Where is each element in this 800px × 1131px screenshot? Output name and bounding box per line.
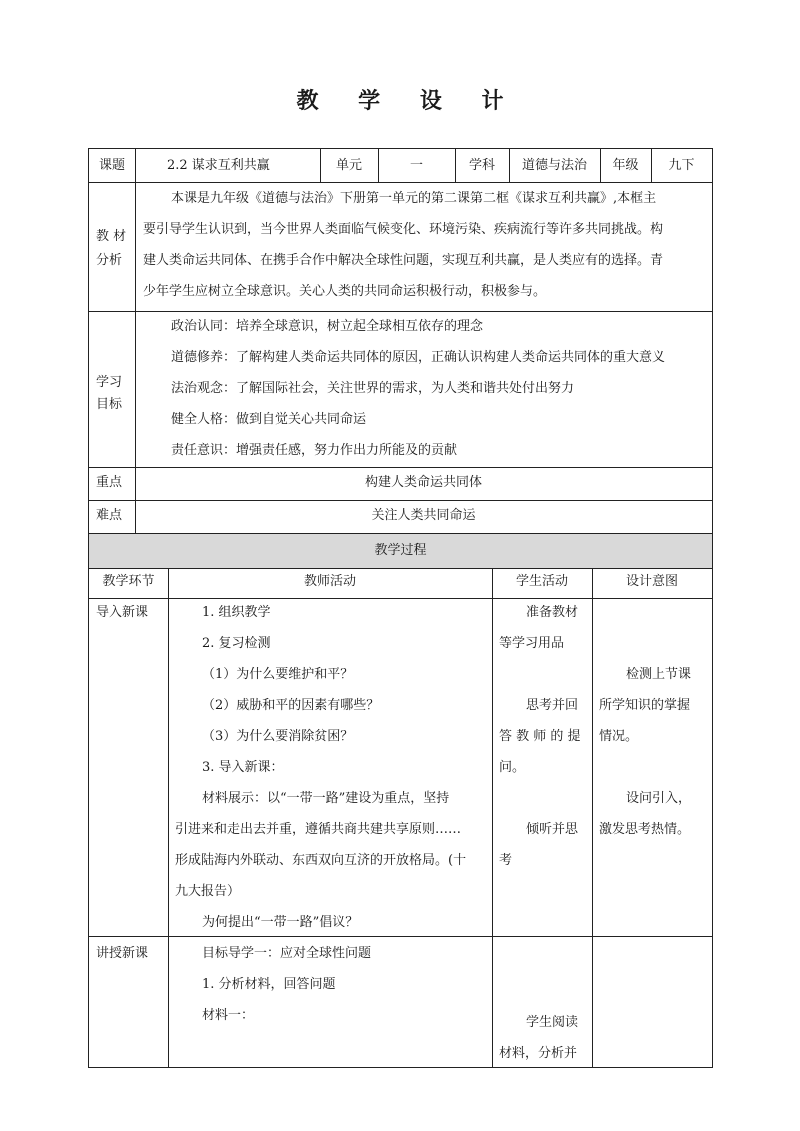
student-activity-line: 倾听并思 <box>526 822 579 837</box>
analysis-text-line: 本课是九年级《道德与法治》下册第一单元的第二课第二框《谋求互利共赢》,本框主 <box>171 191 657 206</box>
teacher-activity-line: 形成陆海内外联动、东西双向互济的开放格局。(十 <box>175 853 467 868</box>
teacher-activity-line: 九大报告） <box>175 884 241 899</box>
row-divider <box>89 936 712 937</box>
header-intent: 设计意图 <box>625 574 678 589</box>
row-divider <box>89 311 712 312</box>
goal-item: 法治观念：了解国际社会，关注世界的需求，为人类和谐共处付出努力 <box>171 381 575 396</box>
lesson-plan-table <box>88 148 713 1068</box>
goals-label-line2: 目标 <box>96 397 123 412</box>
design-intent-line: 激发思考热情。 <box>599 822 691 837</box>
analysis-label-line2: 分析 <box>96 253 123 268</box>
analysis-text-line: 少年学生应树立全球意识。关心人类的共同命运积极行动，积极参与。 <box>143 284 547 299</box>
row-divider <box>89 598 712 599</box>
subject-value: 道德与法治 <box>521 158 587 173</box>
teacher-activity-line: （1）为什么要维护和平？ <box>202 667 354 682</box>
student-activity-line: 准备教材 <box>526 605 579 620</box>
student-activity-line: 学生阅读 <box>526 1015 579 1030</box>
design-intent-line: 设问引入， <box>626 791 692 806</box>
student-activity-line: 答 教 师 的 提 <box>499 729 581 744</box>
difficulty-label: 难点 <box>96 508 123 523</box>
goals-label-line1: 学习 <box>96 375 123 390</box>
design-intent-line: 所学知识的掌握 <box>599 698 691 713</box>
teacher-activity-line: 目标导学一：应对全球性问题 <box>202 946 372 961</box>
teacher-activity-line: 材料展示：以“一带一路”建设为重点，坚持 <box>202 791 450 806</box>
difficulty-value: 关注人类共同命运 <box>371 508 476 523</box>
grade-value: 九下 <box>668 158 695 173</box>
row-divider <box>89 533 712 534</box>
page-title: 教 学 设 计 <box>296 88 520 114</box>
course-value: 2.2 谋求互利共赢 <box>167 158 270 173</box>
process-title: 教学过程 <box>374 543 427 558</box>
teacher-activity-line: （3）为什么要消除贫困？ <box>202 729 354 744</box>
analysis-text-line: 要引导学生认识到，当今世界人类面临气候变化、环境污染、疾病流行等许多共同挑战。构 <box>143 222 664 237</box>
analysis-label-line1: 教 材 <box>96 229 127 244</box>
key-point-label: 重点 <box>96 475 123 490</box>
teacher-activity-line: 为何提出“一带一路”倡议？ <box>202 915 359 930</box>
goal-item: 健全人格：做到自觉关心共同命运 <box>171 412 367 427</box>
col-divider <box>592 568 593 1068</box>
teacher-activity-line: 引进来和走出去并重，遵循共商共建共享原则…… <box>175 822 462 837</box>
teacher-activity-line: 3. 导入新课： <box>202 760 284 775</box>
student-activity-line: 材料，分析并 <box>499 1046 578 1061</box>
unit-label: 单元 <box>335 158 362 173</box>
student-activity-line: 考 <box>499 853 513 868</box>
design-intent-line: 情况。 <box>599 729 639 744</box>
teacher-activity-line: 1. 分析材料，回答问题 <box>202 977 336 992</box>
stage-teach-label: 讲授新课 <box>96 946 149 961</box>
design-intent-line: 检测上节课 <box>626 667 692 682</box>
col-divider <box>135 149 136 182</box>
teacher-activity-line: 1. 组织教学 <box>202 605 271 620</box>
row-divider <box>89 467 712 468</box>
teacher-activity-line: 2. 复习检测 <box>202 636 271 651</box>
teacher-activity-line: （2）威胁和平的因素有哪些？ <box>202 698 380 713</box>
row-divider <box>89 182 712 183</box>
header-student: 学生活动 <box>515 574 568 589</box>
unit-value: 一 <box>409 158 423 173</box>
student-activity-line: 思考并回 <box>526 698 579 713</box>
col-divider <box>168 568 169 1068</box>
header-stage: 教学环节 <box>102 574 155 589</box>
student-activity-line: 问。 <box>499 760 526 775</box>
goal-item: 责任意识：增强责任感，努力作出力所能及的贡献 <box>171 443 458 458</box>
goal-item: 道德修养：了解构建人类命运共同体的原因，正确认识构建人类命运共同体的重大意义 <box>171 350 666 365</box>
row-divider <box>89 500 712 501</box>
grade-label: 年级 <box>612 158 639 173</box>
course-label: 课题 <box>98 158 125 173</box>
analysis-text-line: 建人类命运共同体、在携手合作中解决全球性问题，实现互利共赢，是人类应有的选择。青 <box>143 253 664 268</box>
subject-label: 学科 <box>468 158 495 173</box>
stage-intro-label: 导入新课 <box>96 605 149 620</box>
teacher-activity-line: 材料一： <box>202 1008 255 1023</box>
goal-item: 政治认同：培养全球意识，树立起全球相互依存的理念 <box>171 319 484 334</box>
row-divider <box>89 568 712 569</box>
student-activity-line: 等学习用品 <box>499 636 565 651</box>
header-teacher: 教师活动 <box>303 574 356 589</box>
col-divider <box>492 568 493 1068</box>
key-point-value: 构建人类命运共同体 <box>364 475 482 490</box>
